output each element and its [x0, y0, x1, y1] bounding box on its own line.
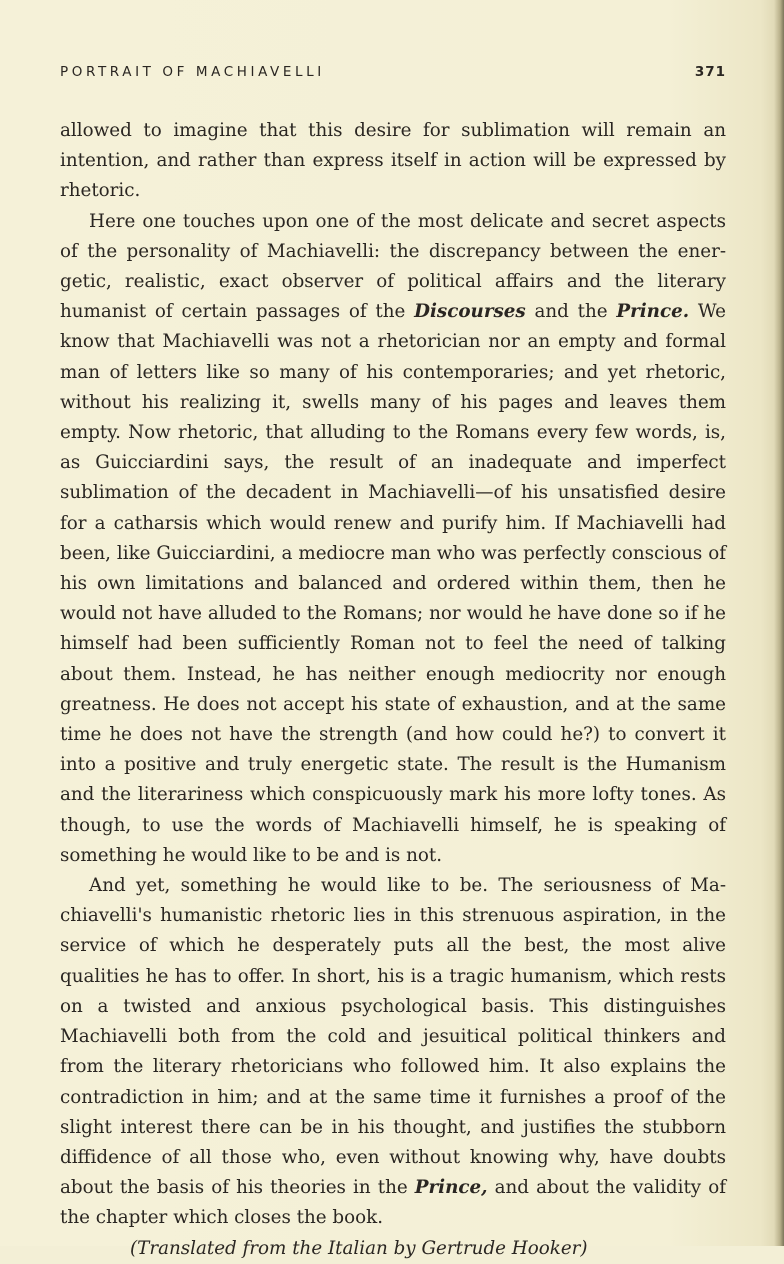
body-text: [60, 116, 726, 1264]
title-discourses: Discourses: [414, 301, 526, 323]
translator-note: (Translated from the Italian by Gertrude Hooker): [130, 1237, 588, 1259]
paragraph-3-text-b: and about the validity of the chapter which closes the book.: [60, 1177, 727, 1229]
paragraph-2-text-a: Here one touches upon one of the most delicate and secret aspects of the personality of Machiavelli: the discrepancy between the energetic, realistic, exact observer of political affairs and the literary humanist of certain passages of the: [60, 210, 726, 323]
paragraph-3-text-a: And yet, something he would like to be. The seriousness of Machiavelli's humanistic rhetoric lies in this strenuous aspiration, in the service of which he desperately puts all the best, the most alive qualities he has to offer. In short, his is a tragic humanism, which rests on a twisted and anxious psychological basis. This distinguishes Machiavelli both from the cold and jesuitical political thinkers and from the literary rhetoricians who followed him. It also explains the contradiction in him; and at the same time it furnishes a proof of the slight interest there can be in his thought, and justifies the stubborn diffidence of all those who, even without knowing why, have doubts about the basis of his theories in the: [60, 875, 726, 1199]
paragraph-2-text-b: and the: [525, 301, 617, 323]
paragraph-2: [60, 207, 726, 871]
paragraph-2-text-c: We know that Machiavelli was not a rhetorician nor an empty and formal man of letters like so many of his contemporaries; and yet rhetoric, without his realizing it, swells many of his pages and leaves them empty. Now rhetoric, that alluding to the Romans every few words, is, as Guicciardini says, the result of an inadequate and imperfect sublimation of the decadent in Machiavelli—of his unsatisfied desire for a catharsis which would renew and purify him. If Machiavelli had been, like Guicciardini, a mediocre man who was perfectly conscious of his own limitations and balanced and ordered within them, then he would not have alluded to the Romans; nor would he have done so if he himself had been sufficiently Roman not to feel the need of talking about them. Instead, he has neither enough mediocrity nor enough greatness. He does not accept his state of exhaustion, and at the same time he does not have the strength (and how could he?) to convert it into a positive and truly energetic state. The result is the Humanism and the literariness which conspicuously mark his more lofty tones. As though, to use the words of Machiavelli himself, he is speaking of something he would like to be and is not.: [60, 301, 726, 866]
running-title: PORTRAIT OF MACHIAVELLI: [60, 64, 325, 80]
page-number: 371: [694, 64, 726, 80]
paragraph-3: [60, 871, 726, 1233]
title-prince-2: Prince,: [414, 1177, 488, 1199]
running-head: [60, 64, 726, 88]
paragraph-1: [60, 116, 726, 207]
page-edge-shadow: [774, 0, 784, 1246]
paragraph-1-text: allowed to imagine that this desire for sublimation will remain an intention, and rather than express itself in action will be expressed by rhetoric.: [60, 120, 726, 202]
title-prince: Prince.: [616, 301, 690, 323]
